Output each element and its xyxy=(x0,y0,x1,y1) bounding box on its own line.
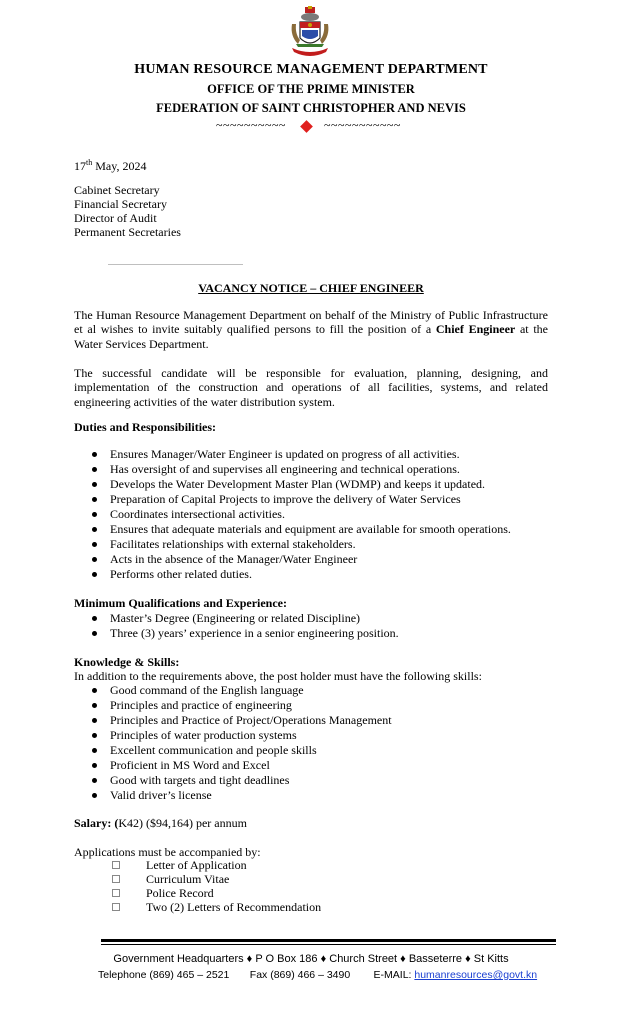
list-item: Letter of Application xyxy=(110,858,321,872)
list-item: Good with targets and tight deadlines xyxy=(74,773,392,788)
skills-intro: In addition to the requirements above, the post holder must have the following skills: xyxy=(74,669,482,683)
list-item: Curriculum Vitae xyxy=(110,872,321,886)
header-department: HUMAN RESOURCE MANAGEMENT DEPARTMENT xyxy=(134,62,488,77)
list-item: Performs other related duties. xyxy=(74,567,511,582)
footer-rule-thick xyxy=(101,939,556,942)
qualifications-heading: Minimum Qualifications and Experience: xyxy=(74,596,287,610)
recipient-financial: Financial Secretary xyxy=(74,197,167,211)
duties-heading: Duties and Responsibilities: xyxy=(74,420,217,434)
list-item: Principles and practice of engineering xyxy=(74,698,392,713)
list-item: Preparation of Capital Projects to improve the delivery of Water Services xyxy=(74,492,511,507)
list-item: Master’s Degree (Engineering or related Discipline) xyxy=(74,611,399,626)
intro-paragraph: The Human Resource Management Department on behalf of the Ministry of Public Infrastructure et al wishes to invite suitably qualified persons to fill the position of a Chief Engineer at the Water Services Department. xyxy=(74,308,548,351)
checkbox-icon xyxy=(112,889,120,897)
letter-date: 17th May, 2024 xyxy=(74,158,147,173)
applications-list xyxy=(110,858,321,914)
header-federation: FEDERATION OF SAINT CHRISTOPHER AND NEVIS xyxy=(156,101,466,115)
tilde-divider-right: ~~~~~~~~~~~ xyxy=(324,118,401,132)
coat-of-arms-emblem xyxy=(286,6,334,58)
header-office: OFFICE OF THE PRIME MINISTER xyxy=(207,82,415,96)
list-item: Facilitates relationships with external stakeholders. xyxy=(74,537,511,552)
tilde-divider-left: ~~~~~~~~~~ xyxy=(216,118,286,132)
list-item: Coordinates intersectional activities. xyxy=(74,507,511,522)
footer-contacts xyxy=(98,969,537,981)
separator-line xyxy=(108,264,243,265)
footer-email-label: E-MAIL: xyxy=(373,969,415,981)
recipient-audit: Director of Audit xyxy=(74,211,157,225)
list-item: Acts in the absence of the Manager/Water Engineer xyxy=(74,552,511,567)
footer-telephone: Telephone (869) 465 – 2521 xyxy=(98,969,230,981)
list-item: Two (2) Letters of Recommendation xyxy=(110,900,321,914)
list-item: Valid driver’s license xyxy=(74,788,392,803)
list-item: Good command of the English language xyxy=(74,683,392,698)
skills-list xyxy=(74,683,392,803)
duties-list xyxy=(74,447,511,582)
checkbox-icon xyxy=(112,861,120,869)
list-item: Ensures that adequate materials and equipment are available for smooth operations. xyxy=(74,522,511,537)
skills-heading: Knowledge & Skills: xyxy=(74,655,180,669)
recipient-cabinet: Cabinet Secretary xyxy=(74,183,160,197)
recipient-permanent: Permanent Secretaries xyxy=(74,225,181,239)
list-item: Police Record xyxy=(110,886,321,900)
list-item: Excellent communication and people skills xyxy=(74,743,392,758)
vacancy-title: VACANCY NOTICE – CHIEF ENGINEER xyxy=(198,281,424,295)
applications-intro: Applications must be accompanied by: xyxy=(74,845,261,859)
red-diamond-icon xyxy=(300,120,313,133)
footer-fax: Fax (869) 466 – 3490 xyxy=(249,969,351,981)
qualifications-list xyxy=(74,611,399,641)
email-link[interactable]: humanresources@govt.kn xyxy=(414,969,538,981)
list-item: Has oversight of and supervises all engineering and technical operations. xyxy=(74,462,511,477)
list-item: Develops the Water Development Master Plan (WDMP) and keeps it updated. xyxy=(74,477,511,492)
list-item: Principles of water production systems xyxy=(74,728,392,743)
responsibility-paragraph: The successful candidate will be responsible for evaluation, planning, designing, and implementation of the construction and operations of all facilities, systems, and related engineering activities of the water distribution system. xyxy=(74,366,548,409)
list-item: Principles and Practice of Project/Operations Management xyxy=(74,713,392,728)
list-item: Proficient in MS Word and Excel xyxy=(74,758,392,773)
checkbox-icon xyxy=(112,875,120,883)
salary-line: Salary: (K42) ($94,164) per annum xyxy=(74,816,247,830)
footer-rule-thin xyxy=(101,944,556,945)
list-item: Three (3) years’ experience in a senior engineering position. xyxy=(74,626,399,641)
list-item: Ensures Manager/Water Engineer is updated on progress of all activities. xyxy=(74,447,511,462)
checkbox-icon xyxy=(112,903,120,911)
footer-address: Government Headquarters ♦ P O Box 186 ♦ Church Street ♦ Basseterre ♦ St Kitts xyxy=(113,953,509,965)
